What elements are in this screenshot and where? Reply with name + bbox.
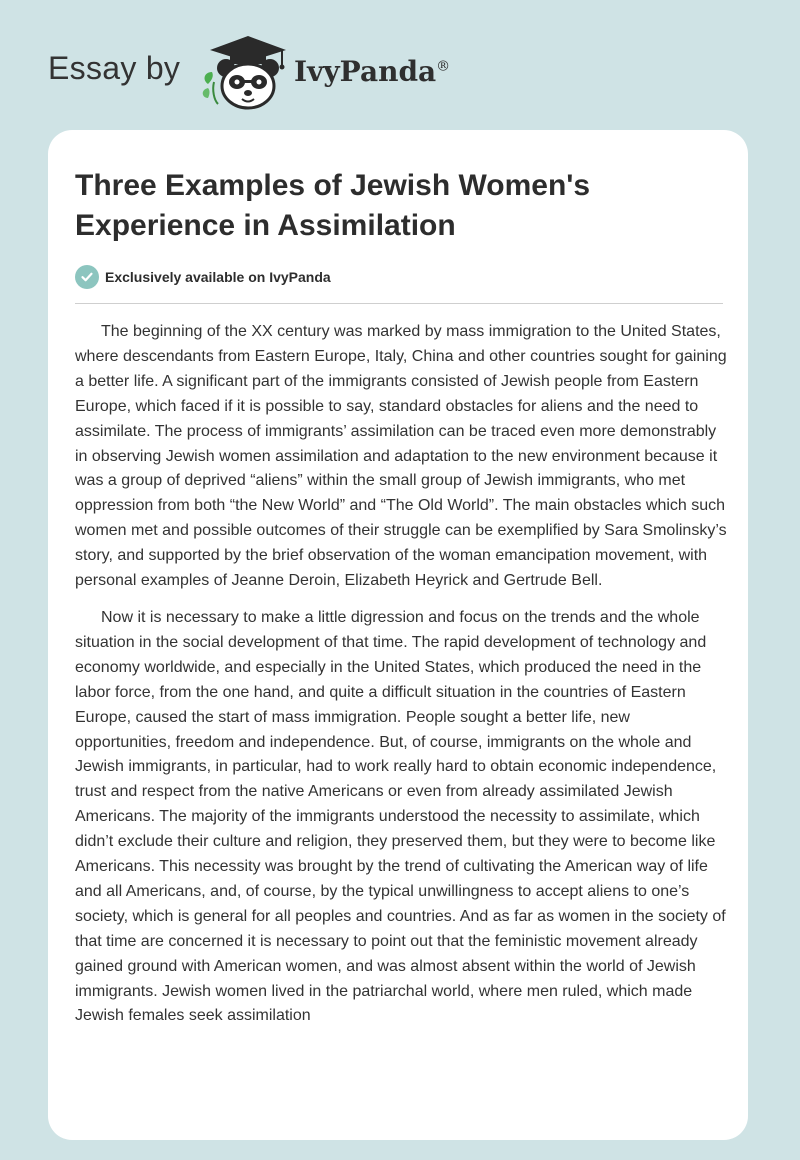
divider xyxy=(75,303,723,304)
essay-card xyxy=(48,130,748,1140)
paragraph: Now it is necessary to make a little digression and focus on the trends and the whole situation in the social development of that time. The rapid development of technology and economy worldwide, and especially in the United States, which produced the need in the labor force, from the one hand, and quite a difficult situation in the countries of Eastern Europe, caused the start of mass immigration. People sought a better life, new opportunities, freedom and independence. But, of course, immigrants on the whole and Jewish immigrants, in particular, had to work really hard to obtain economic independence, trust and respect from the native Americans or even from already assimilated Jewish Americans. The majority of the immigrants understood the necessity to assimilate, which didn’t exclude their culture and religion, they preserved them, but they were to become like Americans. This necessity was brought by the trend of cultivating the American way of life and all Americans, and, of course, by the typical unwillingness to accept aliens to one’s society, which is general for all peoples and countries. And as far as women in the society of that time are concerned it is necessary to point out that the feministic movement already gained ground with American women, and was almost absent within the world of Jewish immigrants. Jewish women lived in the patriarchal world, where men ruled, which made Jewish females seek assimilation xyxy=(75,608,726,1025)
trademark-symbol: ® xyxy=(436,58,451,75)
essay-body xyxy=(75,320,727,1041)
panda-graduate-icon[interactable] xyxy=(198,32,294,112)
site-header xyxy=(0,0,800,120)
brand-name[interactable]: IvyPanda® xyxy=(294,55,451,88)
essay-title: Three Examples of Jewish Women's Experience in Assimilation xyxy=(75,169,591,242)
essay-by-label: Essay by xyxy=(48,50,181,86)
paragraph: The beginning of the XX century was marked by mass immigration to the United States, where descendants from Eastern Europe, Italy, China and other countries sought for gaining a better life. A significant part of the immigrants consisted of Jewish people from Eastern Europe, which faced if it is possible to say, standard obstacles for aliens and the need to assimilate. The process of immigrants’ assimilation can be traced even more demonstrably in observing Jewish women assimilation and adaptation to the new environment because it was a group of deprived “aliens” within the small group of Jewish immigrants, who met oppression from both “the New World” and “The Old World”. The main obstacles which such women met and possible outcomes of their struggle can be exemplified by Sara Smolinsky’s story, and supported by the brief observation of the woman emancipation movement, with personal examples of Jeanne Deroin, Elizabeth Heyrick and Gertrude Bell. xyxy=(75,323,727,590)
exclusive-label: Exclusively available on IvyPanda xyxy=(105,269,331,285)
exclusive-badge xyxy=(75,264,331,290)
check-circle-icon xyxy=(75,265,99,289)
ivy-leaf-icon xyxy=(203,72,218,104)
